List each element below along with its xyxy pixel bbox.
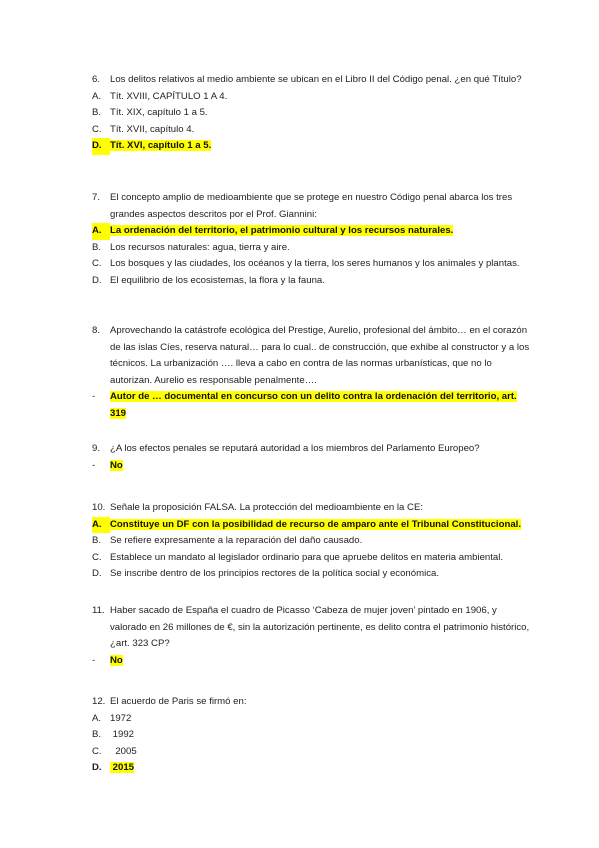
option-c [92, 550, 532, 567]
option-label: B. [92, 535, 102, 547]
question-text: Aprovechando la catástrofe ecológica del Prestige, Aurelio, profesional del ámbito… en el corazón de las islas Cíes, reserva natural… para lo cual.. de construcción, que exhibe al constructor y a los técnicos. La urbanización …. lleva a cabo en contra de las normas urbanísticas, que no lo autorizan. Aurelio es responsable penalmente…. [110, 325, 530, 386]
option-text: Tít. XVII, capítulo 4. [110, 123, 195, 135]
question-12 [92, 694, 532, 777]
option-d-correct [92, 138, 532, 155]
answer-correct [92, 389, 532, 422]
question-number: 9. [92, 443, 101, 454]
option-label: B. [92, 729, 102, 741]
question-number: 10. [92, 502, 106, 513]
question-9 [92, 441, 532, 474]
question-text: Señale la proposición FALSA. La protección del medioambiente en la CE: [110, 502, 424, 513]
option-b [92, 105, 532, 122]
answer-text-highlighted: No [110, 654, 123, 666]
question-number: 7. [92, 192, 101, 203]
option-label: D. [92, 138, 110, 155]
option-text: 1972 [110, 712, 132, 724]
option-text: 2005 [110, 745, 137, 757]
option-text-highlighted: La ordenación del territorio, el patrimonio cultural y los recursos naturales. [110, 225, 454, 237]
option-c [92, 744, 532, 761]
option-label: A. [92, 90, 102, 102]
question-7 [92, 190, 532, 290]
question-text: Haber sacado de España el cuadro de Picasso ‘Cabeza de mujer joven’ pintado en 1906, y valorado en 26 millones de €, sin la autorización pertinente, es delito contra el patrimonio histórico, ¿art. 323 CP? [110, 605, 530, 650]
question-text: ¿A los efectos penales se reputará autoridad a los miembros del Parlamento Europeo? [110, 443, 480, 454]
option-d-correct [92, 760, 532, 777]
option-label: C. [92, 123, 102, 135]
option-text: Tít. XIX, capítulo 1 a 5. [110, 107, 208, 119]
question-text: Los delitos relativos al medio ambiente se ubican en el Libro II del Código penal. ¿en qué Título? [110, 74, 522, 85]
question-10 [92, 500, 532, 583]
option-label: D. [92, 274, 102, 286]
question-text: El acuerdo de Paris se firmó en: [110, 696, 247, 707]
option-a-correct [92, 223, 532, 240]
question-number: 12. [92, 696, 106, 707]
option-b [92, 240, 532, 257]
answer-text-highlighted: Autor de … documental en concurso con un delito contra la ordenación del territorio, art. 319 [110, 391, 517, 419]
option-text: Los bosques y las ciudades, los océanos y la tierra, los seres humanos y los animales y plantas. [110, 258, 520, 270]
option-b [92, 727, 532, 744]
question-11 [92, 603, 532, 669]
option-label: B. [92, 241, 102, 253]
question-number: 11. [92, 605, 105, 616]
option-text: El equilibrio de los ecosistemas, la flora y la fauna. [110, 274, 325, 286]
answer-dash: - [92, 459, 96, 471]
option-label: D. [92, 762, 102, 774]
option-label: A. [92, 223, 110, 240]
option-text-highlighted: Tít. XVI, capítulo 1 a 5. [110, 140, 212, 152]
option-a-correct [92, 517, 532, 534]
option-c [92, 256, 532, 273]
answer-dash: - [92, 391, 96, 403]
option-text: Establece un mandato al legislador ordinario para que apruebe delitos en materia ambiental. [110, 551, 504, 563]
option-label: C. [92, 258, 102, 270]
question-number: 8. [92, 325, 101, 336]
option-label: A. [92, 517, 110, 534]
option-text: Se refiere expresamente a la reparación del daño causado. [110, 535, 363, 547]
option-b [92, 533, 532, 550]
answer-text-highlighted: No [110, 459, 123, 471]
option-text: 1992 [110, 729, 135, 741]
answer-correct [92, 458, 532, 475]
option-label: A. [92, 712, 102, 724]
option-a [92, 89, 532, 106]
answer-dash: - [92, 654, 96, 666]
option-text: Se inscribe dentro de los principios rectores de la política social y económica. [110, 568, 440, 580]
option-label: C. [92, 745, 102, 757]
option-label: C. [92, 551, 102, 563]
question-number: 6. [92, 74, 101, 85]
option-d [92, 273, 532, 290]
question-6 [92, 72, 532, 155]
option-text-highlighted: Constituye un DF con la posibilidad de recurso de amparo ante el Tribunal Constitucional. [110, 518, 521, 530]
option-label: B. [92, 107, 102, 119]
question-text: El concepto amplio de medioambiente que se protege en nuestro Código penal abarca los tres grandes aspectos descritos por el Prof. Giannini: [110, 192, 513, 220]
question-8 [92, 323, 532, 423]
option-d [92, 566, 532, 583]
option-text: Los recursos naturales: agua, tierra y aire. [110, 241, 290, 253]
option-c [92, 122, 532, 139]
option-a [92, 711, 532, 728]
option-label: D. [92, 568, 102, 580]
answer-correct [92, 653, 532, 670]
option-text-highlighted: 2015 [110, 762, 135, 774]
option-text: Tít. XVIII, CAPÍTULO 1 A 4. [110, 90, 228, 102]
